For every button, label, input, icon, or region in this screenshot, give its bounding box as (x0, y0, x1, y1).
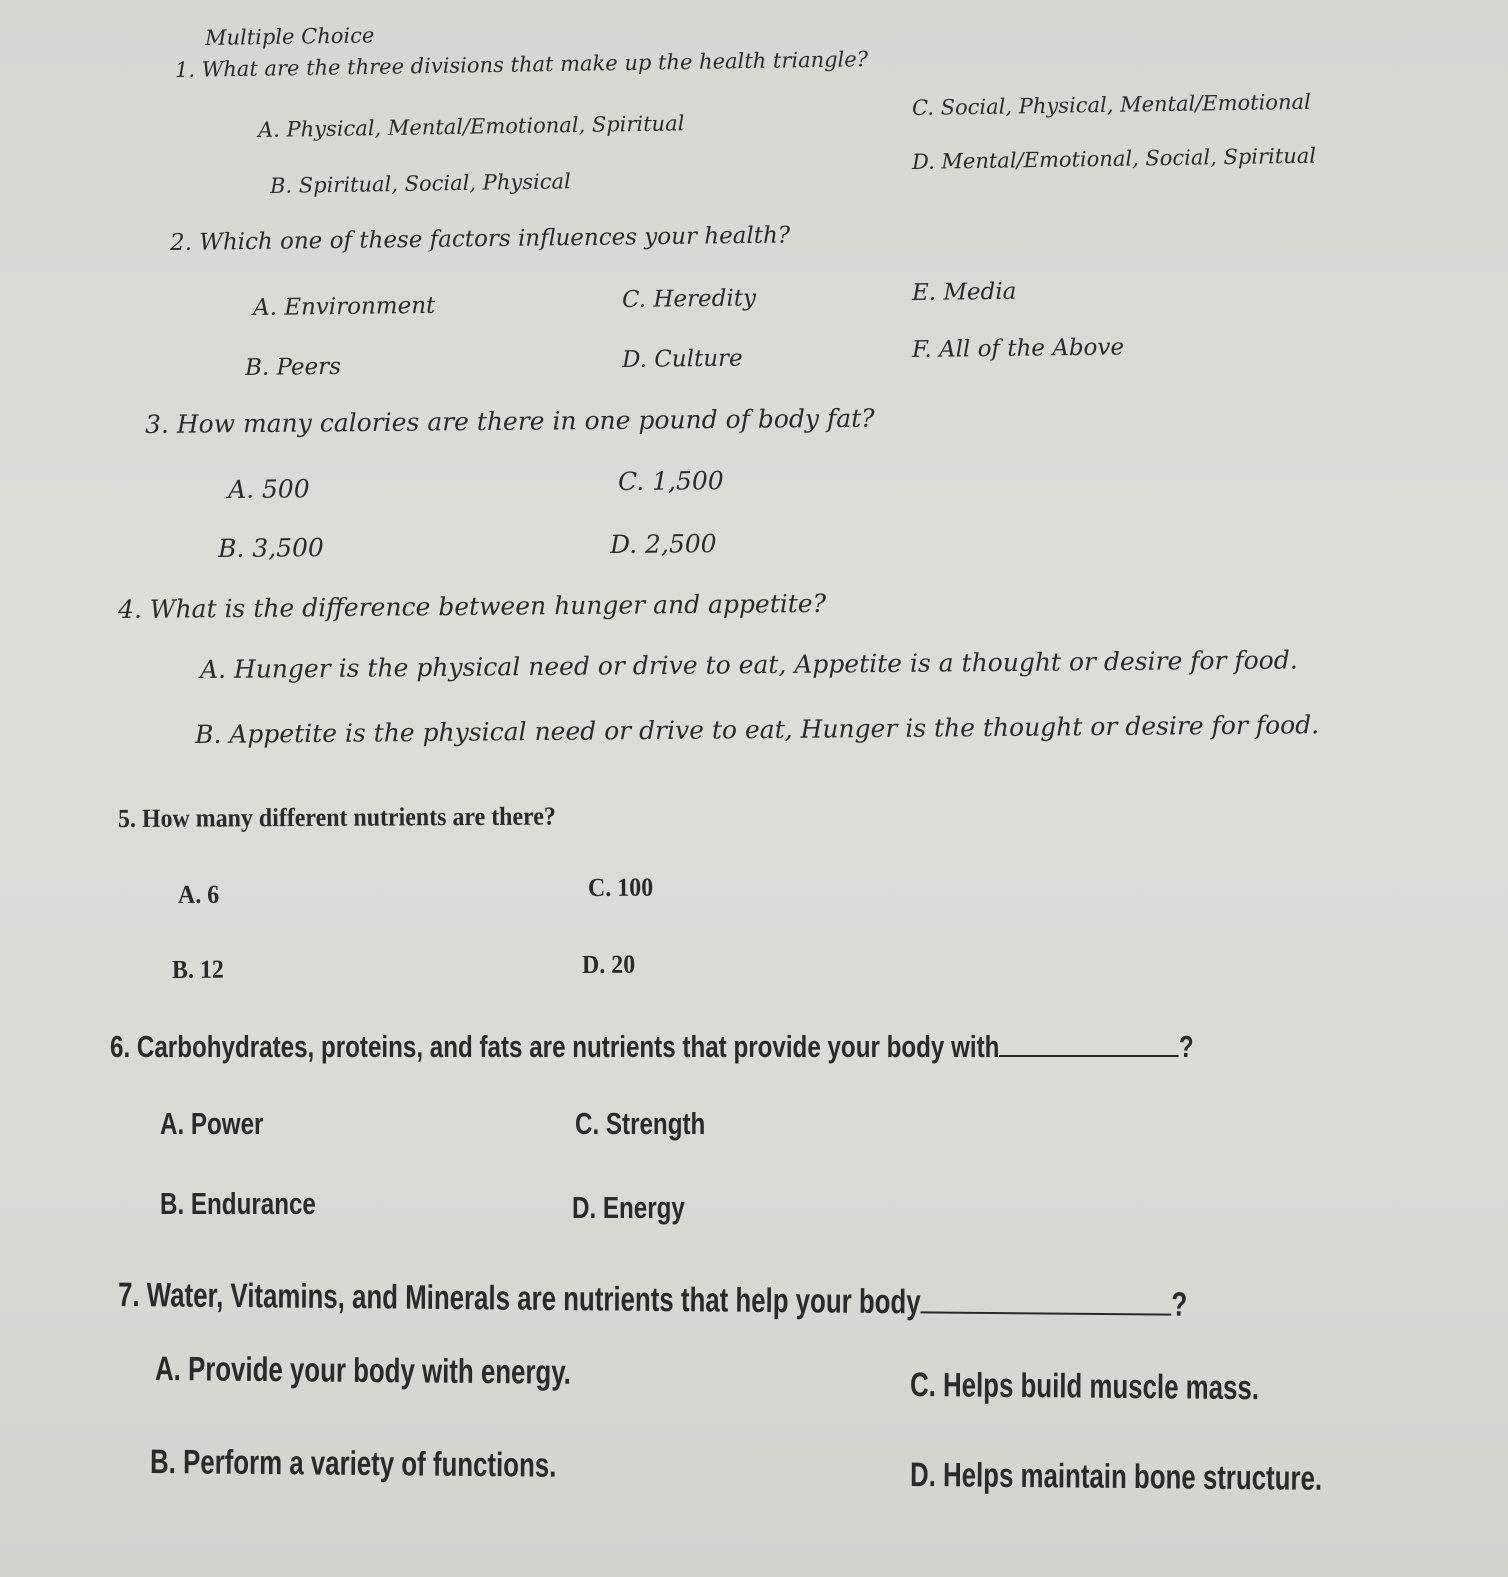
q5-option-d: D. 20 (581, 949, 636, 979)
q7-option-c: C. Helps build muscle mass. (909, 1366, 1260, 1408)
section-heading: Multiple Choice (204, 23, 375, 50)
q5-option-c: C. 100 (587, 872, 654, 902)
q3-option-b: B. 3,500 (217, 533, 324, 563)
q7-option-d: D. Helps maintain bone structure. (909, 1456, 1323, 1498)
q1-option-c: C. Social, Physical, Mental/Emotional (911, 89, 1311, 120)
q3-option-c: C. 1,500 (617, 466, 724, 496)
q6-option-c: C. Strength (575, 1106, 706, 1141)
q5-option-a: A. 6 (177, 879, 220, 909)
q2-option-e: E. Media (911, 278, 1017, 306)
q1-option-a: A. Physical, Mental/Emotional, Spiritual (257, 111, 685, 142)
question-5: 5. How many different nutrients are there? (117, 801, 556, 833)
q2-option-d: D. Culture (621, 345, 743, 373)
question-7: 7. Water, Vitamins, and Minerals are nutrients that help your body ? (117, 1276, 1188, 1324)
question-1: 1. What are the three divisions that make up the health triangle? (174, 47, 869, 82)
q5-option-b: B. 12 (171, 954, 224, 984)
q3-option-d: D. 2,500 (609, 529, 717, 559)
q3-option-a: A. 500 (227, 474, 310, 504)
answer-blank (999, 1054, 1178, 1057)
question-3: 3. How many calories are there in one pound of body fat? (144, 403, 875, 439)
q4-option-a: A. Hunger is the physical need or drive to eat, Appetite is a thought or desire for food. (199, 645, 1298, 684)
q7-option-b: B. Perform a variety of functions. (149, 1443, 557, 1485)
q1-option-b: B. Spiritual, Social, Physical (269, 169, 571, 198)
q6-option-b: B. Endurance (160, 1186, 316, 1221)
q6-option-d: D. Energy (572, 1190, 685, 1225)
question-6: 6. Carbohydrates, proteins, and fats are nutrients that provide your body with ? (110, 1029, 1194, 1064)
q2-option-b: B. Peers (244, 353, 342, 381)
q2-option-c: C. Heredity (621, 285, 757, 313)
answer-blank (921, 1310, 1172, 1315)
question-2: 2. Which one of these factors influences your health? (169, 222, 791, 256)
q1-option-d: D. Mental/Emotional, Social, Spiritual (911, 143, 1317, 174)
q2-option-a: A. Environment (252, 292, 436, 321)
q7-option-a: A. Provide your body with energy. (154, 1350, 572, 1392)
q6-option-a: A. Power (160, 1106, 264, 1141)
q2-option-f: F. All of the Above (911, 334, 1125, 363)
q4-option-b: B. Appetite is the physical need or drive to eat, Hunger is the thought or desire for food. (194, 710, 1320, 749)
question-4: 4. What is the difference between hunger and appetite? (117, 588, 827, 624)
